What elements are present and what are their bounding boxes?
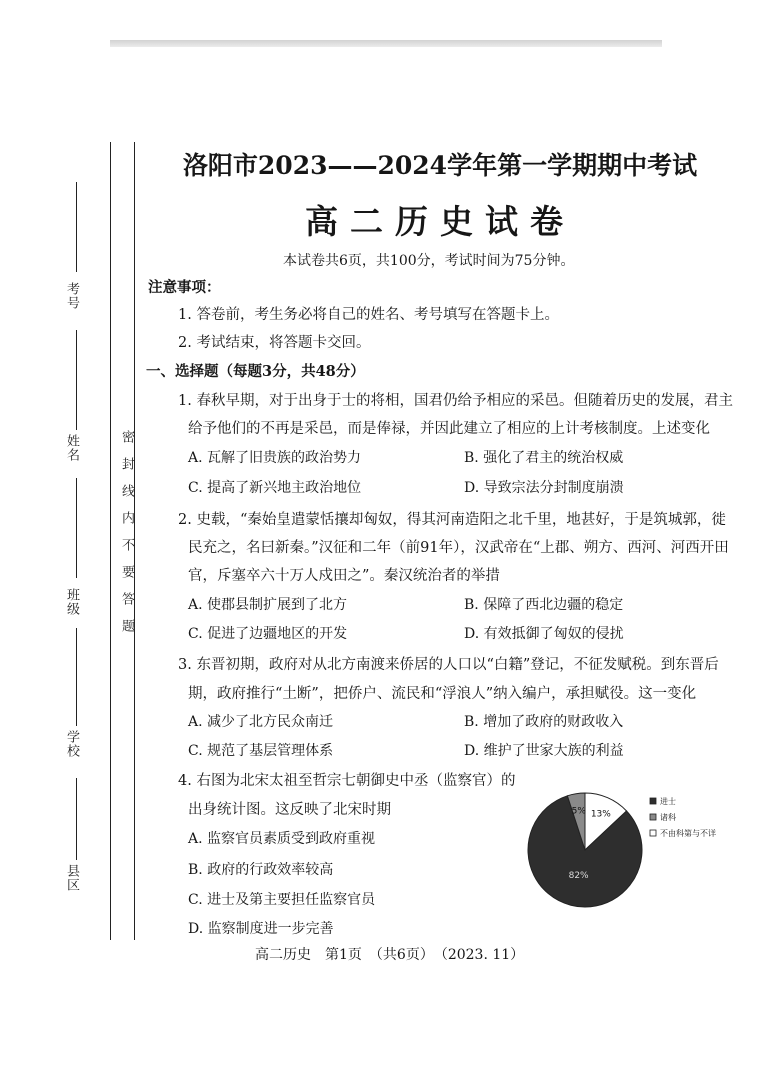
scan-edge bbox=[110, 40, 662, 47]
notice-item-2: 2. 考试结束，将答题卡交回。 bbox=[178, 335, 371, 351]
q1-option-d: D. 导致宗法分封制度崩溃 bbox=[464, 480, 624, 496]
q3-line-2: 期，政府推行“土断”，把侨户、流民和“浮浪人”纳入编户，承担赋役。这一变化 bbox=[188, 686, 697, 702]
q3-option-c: C. 规范了基层管理体系 bbox=[188, 743, 334, 759]
binding-field-county: 县区 bbox=[64, 864, 79, 892]
pie-chart bbox=[520, 778, 750, 918]
page-footer: 高二历史 第1页 （共6页） （2023. 11） bbox=[255, 947, 525, 963]
pie-label-jinshi: 82% bbox=[568, 870, 589, 881]
field-line-class bbox=[76, 478, 77, 578]
q2-option-d: D. 有效抵御了匈奴的侵扰 bbox=[464, 626, 624, 642]
legend-label-other: 不由科第与不详 bbox=[660, 829, 716, 838]
q3-option-b: B. 增加了政府的财政收入 bbox=[464, 714, 624, 730]
field-line-name bbox=[76, 330, 77, 430]
field-line-kaohao bbox=[76, 182, 77, 272]
field-line-county bbox=[76, 778, 77, 860]
q4-option-d: D. 监察制度进一步完善 bbox=[188, 921, 334, 937]
binding-field-name: 姓名 bbox=[64, 434, 79, 462]
exam-title: 洛阳市2023——2024学年第一学期期中考试 bbox=[182, 151, 698, 180]
legend-label-jinshi: 进士 bbox=[660, 797, 676, 806]
exam-note: 本试卷共6页，共100分，考试时间为75分钟。 bbox=[283, 253, 575, 269]
q1-option-b: B. 强化了君主的统治权威 bbox=[464, 450, 624, 466]
q1-line-2: 给予他们的不再是采邑，而是俸禄，并因此建立了相应的上计考核制度。上述变化 bbox=[188, 421, 710, 437]
pie-label-zhuke: 5% bbox=[571, 806, 586, 817]
q2-option-a: A. 使郡县制扩展到了北方 bbox=[188, 597, 348, 613]
q3-option-d: D. 维护了世家大族的利益 bbox=[464, 743, 624, 759]
notice-item-1: 1. 答卷前，考生务必将自己的姓名、考号填写在答题卡上。 bbox=[178, 307, 559, 323]
q2-line-2: 民充之，名曰新秦。”汉征和二年（前91年），汉武帝在“上郡、朔方、西河、河西开田 bbox=[188, 540, 729, 556]
q4-option-b: B. 政府的行政效率较高 bbox=[188, 862, 334, 878]
legend-swatch-zhuke bbox=[650, 814, 656, 820]
seal-line-text: 密封线内不要答题 bbox=[119, 430, 134, 646]
q2-line-1: 2. 史载，“秦始皇遣蒙恬攘却匈奴，得其河南造阳之北千里，地甚好，于是筑城郭，徙 bbox=[178, 512, 726, 528]
binding-field-kaohao: 考号 bbox=[64, 282, 79, 310]
q1-line-1: 1. 春秋早期，对于出身于士的将相，国君仍给予相应的采邑。但随着历史的发展，君主 bbox=[178, 393, 733, 409]
legend-swatch-jinshi bbox=[650, 798, 656, 804]
q4-line-1: 4. 右图为北宋太祖至哲宗七朝御史中丞（监察官）的 bbox=[178, 773, 516, 789]
q4-line-2: 出身统计图。这反映了北宋时期 bbox=[188, 802, 391, 818]
field-line-school bbox=[76, 628, 77, 726]
subject-title: 高二历史试卷 bbox=[305, 202, 575, 241]
q2-line-3: 官，斥塞卒六十万人戍田之”。秦汉统治者的举措 bbox=[188, 568, 500, 584]
binding-line-outer bbox=[110, 142, 111, 940]
binding-field-school: 学校 bbox=[64, 730, 79, 758]
q3-option-a: A. 减少了北方民众南迁 bbox=[188, 714, 334, 730]
legend-swatch-other bbox=[650, 830, 656, 836]
q2-option-b: B. 保障了西北边疆的稳定 bbox=[464, 597, 624, 613]
q3-line-1: 3. 东晋初期，政府对从北方南渡来侨居的人口以“白籍”登记，不征发赋税。到东晋后 bbox=[178, 657, 719, 673]
section-heading: 一、选择题（每题3分，共48分） bbox=[146, 363, 365, 380]
binding-field-class: 班级 bbox=[64, 588, 79, 616]
pie-label-other: 13% bbox=[590, 809, 611, 820]
q1-option-a: A. 瓦解了旧贵族的政治势力 bbox=[188, 450, 362, 466]
q2-option-c: C. 促进了边疆地区的开发 bbox=[188, 626, 348, 642]
notice-heading: 注意事项： bbox=[148, 279, 221, 296]
legend-label-zhuke: 诸科 bbox=[660, 813, 676, 822]
q4-option-c: C. 进士及第主要担任监察官员 bbox=[188, 892, 376, 908]
q1-option-c: C. 提高了新兴地主政治地位 bbox=[188, 480, 362, 496]
q4-option-a: A. 监察官员素质受到政府重视 bbox=[188, 831, 376, 847]
